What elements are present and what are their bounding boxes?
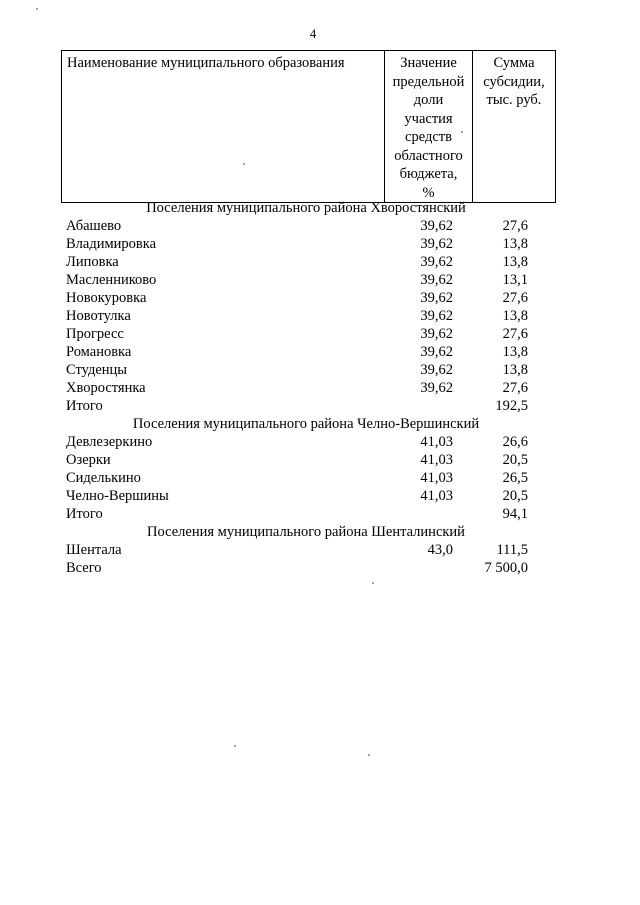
- subsidy-sum-value: 27,6: [502, 218, 528, 234]
- municipality-name: Итого: [66, 506, 103, 522]
- subsidy-sum-value: 13,8: [502, 308, 528, 324]
- table-row: [0, 506, 640, 524]
- subsidy-sum-value: 13,8: [502, 362, 528, 378]
- municipality-name: Челно-Вершины: [66, 488, 169, 504]
- header-name-label: Наименование муниципального образования: [67, 55, 345, 71]
- scan-speck: [36, 8, 38, 10]
- header-share-line: участия: [404, 110, 453, 127]
- budget-share-value: 39,62: [420, 344, 453, 360]
- municipality-name: Новотулка: [66, 308, 131, 324]
- subsidy-sum-value: 13,8: [502, 254, 528, 270]
- municipality-name: Озерки: [66, 452, 111, 468]
- budget-share-value: 39,62: [420, 380, 453, 396]
- budget-share-value: 39,62: [420, 362, 453, 378]
- header-sum-line: Сумма: [493, 55, 535, 71]
- page-number: 4: [309, 26, 317, 41]
- municipality-name: Хворостянка: [66, 380, 146, 396]
- header-share-cell: [385, 51, 473, 203]
- table-row: [0, 542, 640, 560]
- municipality-name: Прогресс: [66, 326, 124, 342]
- header-share-line: Значение: [400, 55, 457, 71]
- subsidy-sum-value: 26,6: [502, 434, 528, 450]
- subsidy-sum-value: 13,8: [502, 236, 528, 252]
- table-row: [0, 560, 640, 578]
- municipality-name: Всего: [66, 560, 102, 576]
- header-share-line: средств: [405, 129, 452, 145]
- budget-share-value: 41,03: [420, 434, 453, 450]
- subsidy-sum-value: 13,8: [502, 344, 528, 360]
- table-row: [0, 362, 640, 380]
- table-row: [0, 380, 640, 398]
- municipality-name: Романовка: [66, 344, 132, 360]
- municipality-name: Девлезеркино: [66, 434, 153, 450]
- header-sum-line: тыс. руб.: [486, 92, 542, 108]
- table-row: [0, 434, 640, 452]
- table-row: [0, 308, 640, 326]
- header-share-line: бюджета,: [399, 166, 458, 182]
- budget-share-value: 39,62: [420, 326, 453, 342]
- section-title: Поселения муниципального района Челно-Вершинский: [132, 416, 480, 432]
- municipality-name: Липовка: [66, 254, 119, 270]
- scan-speck: [372, 582, 374, 584]
- subsidy-sum-value: 27,6: [502, 380, 528, 396]
- table-row: [0, 236, 640, 254]
- budget-share-value: 39,62: [420, 272, 453, 288]
- subsidy-sum-value: 13,1: [502, 272, 528, 288]
- subsidy-sum-value: 20,5: [502, 488, 528, 504]
- table-row: [0, 470, 640, 488]
- municipality-name: Абашево: [66, 218, 122, 234]
- header-share-line: предельной: [392, 73, 465, 90]
- table-row: [0, 326, 640, 344]
- scan-speck: [461, 131, 463, 133]
- budget-share-value: 41,03: [420, 488, 453, 504]
- budget-share-value: 39,62: [420, 308, 453, 324]
- table-row: [0, 398, 640, 416]
- subsidy-sum-value: 27,6: [502, 290, 528, 306]
- municipality-name: Шентала: [66, 542, 122, 558]
- section-title: Поселения муниципального района Шенталинский: [147, 524, 465, 540]
- table-row: [0, 344, 640, 362]
- header-share-line: доли: [413, 92, 444, 108]
- subsidy-sum-value: 192,5: [495, 398, 528, 414]
- subsidy-sum-value: 7 500,0: [484, 560, 528, 576]
- subsidy-sum-value: 111,5: [496, 542, 528, 558]
- budget-share-value: 39,62: [420, 236, 453, 252]
- budget-share-value: 39,62: [420, 218, 453, 234]
- table-row: [0, 272, 640, 290]
- budget-share-value: 39,62: [420, 290, 453, 306]
- subsidy-sum-value: 20,5: [502, 452, 528, 468]
- municipality-name: Владимировка: [66, 236, 157, 252]
- budget-share-value: 41,03: [420, 470, 453, 486]
- budget-share-value: 41,03: [420, 452, 453, 468]
- header-share-line: областного: [394, 147, 463, 164]
- table-row: [0, 254, 640, 272]
- scan-speck: [234, 745, 236, 747]
- header-share-line: %: [422, 184, 435, 201]
- subsidy-sum-value: 26,5: [502, 470, 528, 486]
- table-row: [0, 290, 640, 308]
- municipality-name: Итого: [66, 398, 103, 414]
- header-sum-cell: [473, 51, 556, 203]
- subsidy-sum-value: 27,6: [502, 326, 528, 342]
- subsidy-sum-value: 94,1: [502, 506, 528, 522]
- table-row: [0, 218, 640, 236]
- scan-speck: [368, 754, 370, 756]
- subsidy-table-header: [61, 50, 556, 203]
- header-sum-line: субсидии,: [483, 73, 545, 90]
- budget-share-value: 43,0: [427, 542, 453, 558]
- section-title: Поселения муниципального района Хворостянский: [146, 200, 466, 216]
- municipality-name: Сиделькино: [66, 470, 141, 486]
- table-row: [0, 488, 640, 506]
- header-name-cell: [62, 51, 385, 203]
- municipality-name: Масленниково: [66, 272, 157, 288]
- table-row: [0, 452, 640, 470]
- municipality-name: Новокуровка: [66, 290, 147, 306]
- budget-share-value: 39,62: [420, 254, 453, 270]
- scan-speck: [243, 163, 245, 165]
- municipality-name: Студенцы: [66, 362, 128, 378]
